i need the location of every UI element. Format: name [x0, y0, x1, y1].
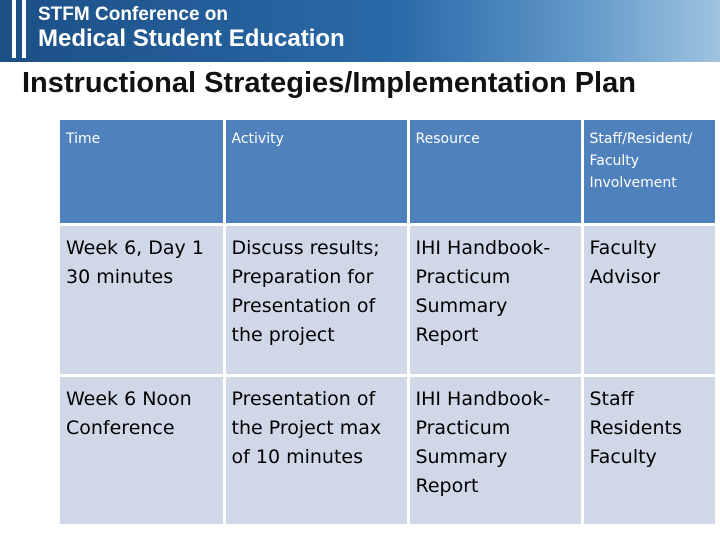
cell-time: Week 6 Noon Conference: [60, 375, 224, 525]
table-row: [60, 375, 716, 525]
cell-resource: IHI Handbook-Practicum Summary Report: [408, 224, 582, 375]
column-header-staff-involvement: Staff/Resident/ Faculty Involvement: [582, 120, 716, 224]
banner-logo-bar: [22, 0, 26, 58]
cell-activity: Presentation of the Project max of 10 minutes: [224, 375, 408, 525]
cell-resource: IHI Handbook-Practicum Summary Report: [408, 375, 582, 525]
table-header-row: [60, 120, 716, 224]
page-title: Instructional Strategies/Implementation Plan: [22, 67, 636, 99]
table-row: [60, 224, 716, 375]
column-header-time: Time: [60, 120, 224, 224]
cell-time: Week 6, Day 1 30 minutes: [60, 224, 224, 375]
banner-org-line: STFM Conference on: [38, 4, 229, 25]
conference-banner: [0, 0, 720, 62]
column-header-resource: Resource: [408, 120, 582, 224]
cell-staff: Faculty Advisor: [582, 224, 716, 375]
implementation-plan-table: [60, 120, 718, 527]
banner-logo-bar: [12, 0, 16, 58]
cell-staff: Staff Residents Faculty: [582, 375, 716, 525]
column-header-activity: Activity: [224, 120, 408, 224]
banner-event-line: Medical Student Education: [38, 25, 345, 52]
cell-activity: Discuss results; Preparation for Presentation of the project: [224, 224, 408, 375]
